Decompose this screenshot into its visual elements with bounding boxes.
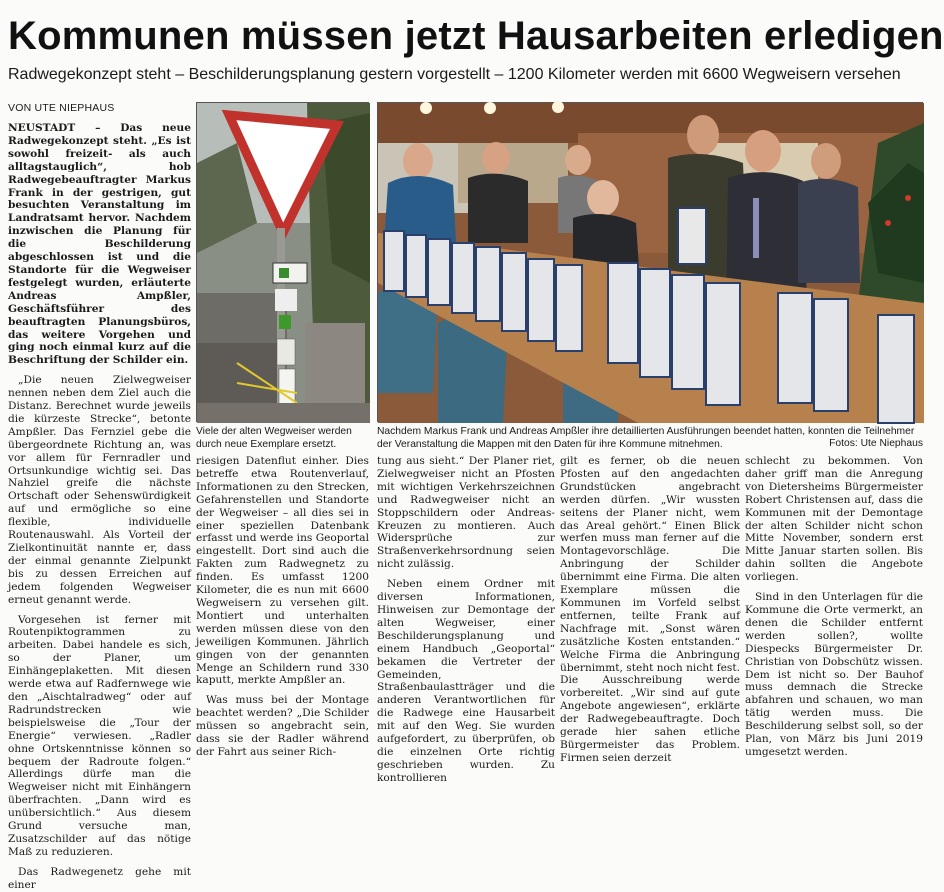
paragraph: Was muss bei der Montage beachtet werden? „Die Schilder müssen so angebracht sein, dass sie der Radler während der Fahrt aus seiner Rich-	[196, 694, 369, 758]
article-subheadline: Radwegekonzept steht – Beschilderungsplanung gestern vorgestellt – 1200 Kilometer werden mit 6600 Wegweisern versehen	[8, 66, 901, 83]
paragraph: „Die neuen Zielwegweiser nennen neben dem Ziel auch die Distanz. Berechnet wurde jeweils die kürzeste Strecke“, betonte Ampßler. Das Fernziel gebe die übergeordnete Richtung an, was vor allem für Fernradler und Ortsunkundige wichtig sei. Das Nahziel greife die nächste Ortschaft oder Sehenswürdigkeit auf und ermögliche so eine flexible, individuelle Routenauswahl. Als Vorteil der Zielkontinuität nannte er, dass der einmal genannte Zielpunkt bis zu dessen Erreichen auf jedem folgenden Wegweiser erneut genannt werde.	[8, 374, 191, 606]
byline: VON UTE NIEPHAUS	[8, 102, 115, 114]
article-column-5	[745, 455, 923, 758]
paragraph: Neben einem Ordner mit diversen Informationen, Hinweisen zur Demontage der alten Wegweiser, einer Beschilderungsplanung und einem Handbuch „Geoportal“ bekamen die Vertreter der Gemeinden, Straßenbaulastträger und die anderen Verantwortlichen für die Radwege eine Hausarbeit mit auf den Weg. Sie wurden aufgefordert, zu überprüfen, ob die einzelnen Orte richtig geschrieben wurden. Zu kontrollieren	[377, 578, 555, 784]
article-column-4	[560, 455, 740, 764]
paragraph: Sind in den Unterlagen für die Kommune die Orte vermerkt, an denen die Schilder entfernt werden sollen?, wollte Diespecks Bürgermeister Dr. Christian von Dobschütz wissen. Dem ist nicht so. Der Bauhof muss demnach die Strecke abfahren und schauen, wo man tätig werden muss. Die Beschilderung selbst soll, so der Plan, von März bis Juni 2019 umgesetzt werden.	[745, 591, 923, 758]
paragraph: tung aus sieht.“ Der Planer riet, Zielwegweiser nicht an Pfosten mit wichtigen Verkehrszeichnen und Radwegweiser nicht an Stoppschildern oder Andreas-Kreuzen zu montieren. Auch Widersprüche zur Straßenverkehrsordnung seien nicht zulässig.	[377, 455, 555, 571]
photo-caption-left: Viele der alten Wegweiser werden durch neue Exemplare ersetzt.	[196, 426, 352, 450]
road-sign-image	[197, 103, 370, 423]
paragraph: schlecht zu bekommen. Von daher griff man die Anregung von Dietersheims Bürgermeister Robert Christensen auf, dass die Kommunen mit der Demontage der alten Schilder nicht schon Mitte November, sondern erst Mitte Januar starten sollen. Bis dahin sollten die Angebote vorliegen.	[745, 455, 923, 584]
article-headline: Kommunen müssen jetzt Hausarbeiten erledigen	[8, 14, 944, 58]
article-column-3	[377, 455, 555, 784]
paragraph: Vorgesehen ist ferner mit Routenpiktogrammen zu arbeiten. Dabei handele es sich, so der Planer, um Einhängeplaketten. Mit diesen werde etwa auf Radfernwege wie den „Aischtalradweg“ oder auf Radrundstrecken wie beispielsweise die „Tour der Energie“ verwiesen. „Radler ohne Ortskenntnisse können so bequem der Radroute folgen.“ Allerdings dürfe man die Wegweiser nicht mit Einhängern überfrachten. „Dann wird es unübersichtlich.“ Aus diesem Grund versuche man, Zusatzschilder auf das nötige Maß zu reduzieren.	[8, 613, 191, 858]
photo-credit: Fotos: Ute Niephaus	[829, 438, 923, 449]
article-column-2	[196, 455, 369, 758]
paragraph: gilt es ferner, ob die neuen Pfosten auf den angedachten Grundstücken angebracht werden dürfen. „Wir wussten seitens der Planer nicht, wem das Areal gehört.“ Einen Blick werfen muss man ferner auf die Montagevorschläge. Die Anbringung der Schilder übernimmt eine Firma. Die alten Exemplare müssen die Kommunen im Vorfeld selbst entfernen, teilte Frank auf Nachfrage mit. „Sonst wären zusätzliche Kosten entstanden.“ Welche Firma die Anbringung übernimmt, steht noch nicht fest. Die Ausschreibung werde vorbereitet. „Wir sind auf gute Angebote angewiesen“, erklärte der Radwegebeauftragte. Doch gerade hier sahen etliche Bürgermeister das Problem. Firmen seien derzeit	[560, 455, 740, 764]
meeting-image	[378, 103, 924, 423]
photo-caption-right: Nachdem Markus Frank und Andreas Ampßler ihre detaillierten Ausführungen beendet hatten, konnten die Teilnehmer der Veranstaltung die Mappen mit den Daten für ihre Kommune mitnehmen.	[377, 426, 915, 450]
paragraph: riesigen Datenflut einher. Dies betreffe etwa Routenverlauf, Informationen zu den Strecken, Gefahrenstellen und Standorte der Wegweiser – all dies sei in einer speziellen Datenbank erfasst und werde ins Geoportal eingestellt. Dort sind auch die Fakten zum Radwegnetz zu finden. Es umfasst 1200 Kilometer, die es nun mit 6600 Wegweisern zu versehen gilt. Montiert und unterhalten werden müssen diese von den jeweiligen Kommunen. Jährlich gingen von der genannten Menge an Schildern rund 330 kaputt, merkte Ampßler an.	[196, 455, 369, 687]
lead-paragraph: NEUSTADT – Das neue Radwegekonzept steht. „Es ist sowohl freizeit- als auch alltagstauglich“, hob Radwegebeauftragter Markus Frank in der gestrigen, gut besuchten Veranstaltung im Landratsamt hervor. Nachdem inzwischen die Planung für die Beschilderung abgeschlossen ist und die Standorte für die Wegweiser festgelegt wurden, erläuterte Andreas Ampßler, Geschäftsführer des beauftragten Planungsbüros, das weitere Vorgehen und ging noch einmal kurz auf die Beschriftung der Schilder ein.	[8, 122, 191, 367]
photo-road-sign	[196, 102, 369, 422]
paragraph: Das Radwegenetz gehe mit einer	[8, 865, 191, 891]
article-column-1	[8, 122, 191, 891]
photo-meeting-folders	[377, 102, 923, 422]
